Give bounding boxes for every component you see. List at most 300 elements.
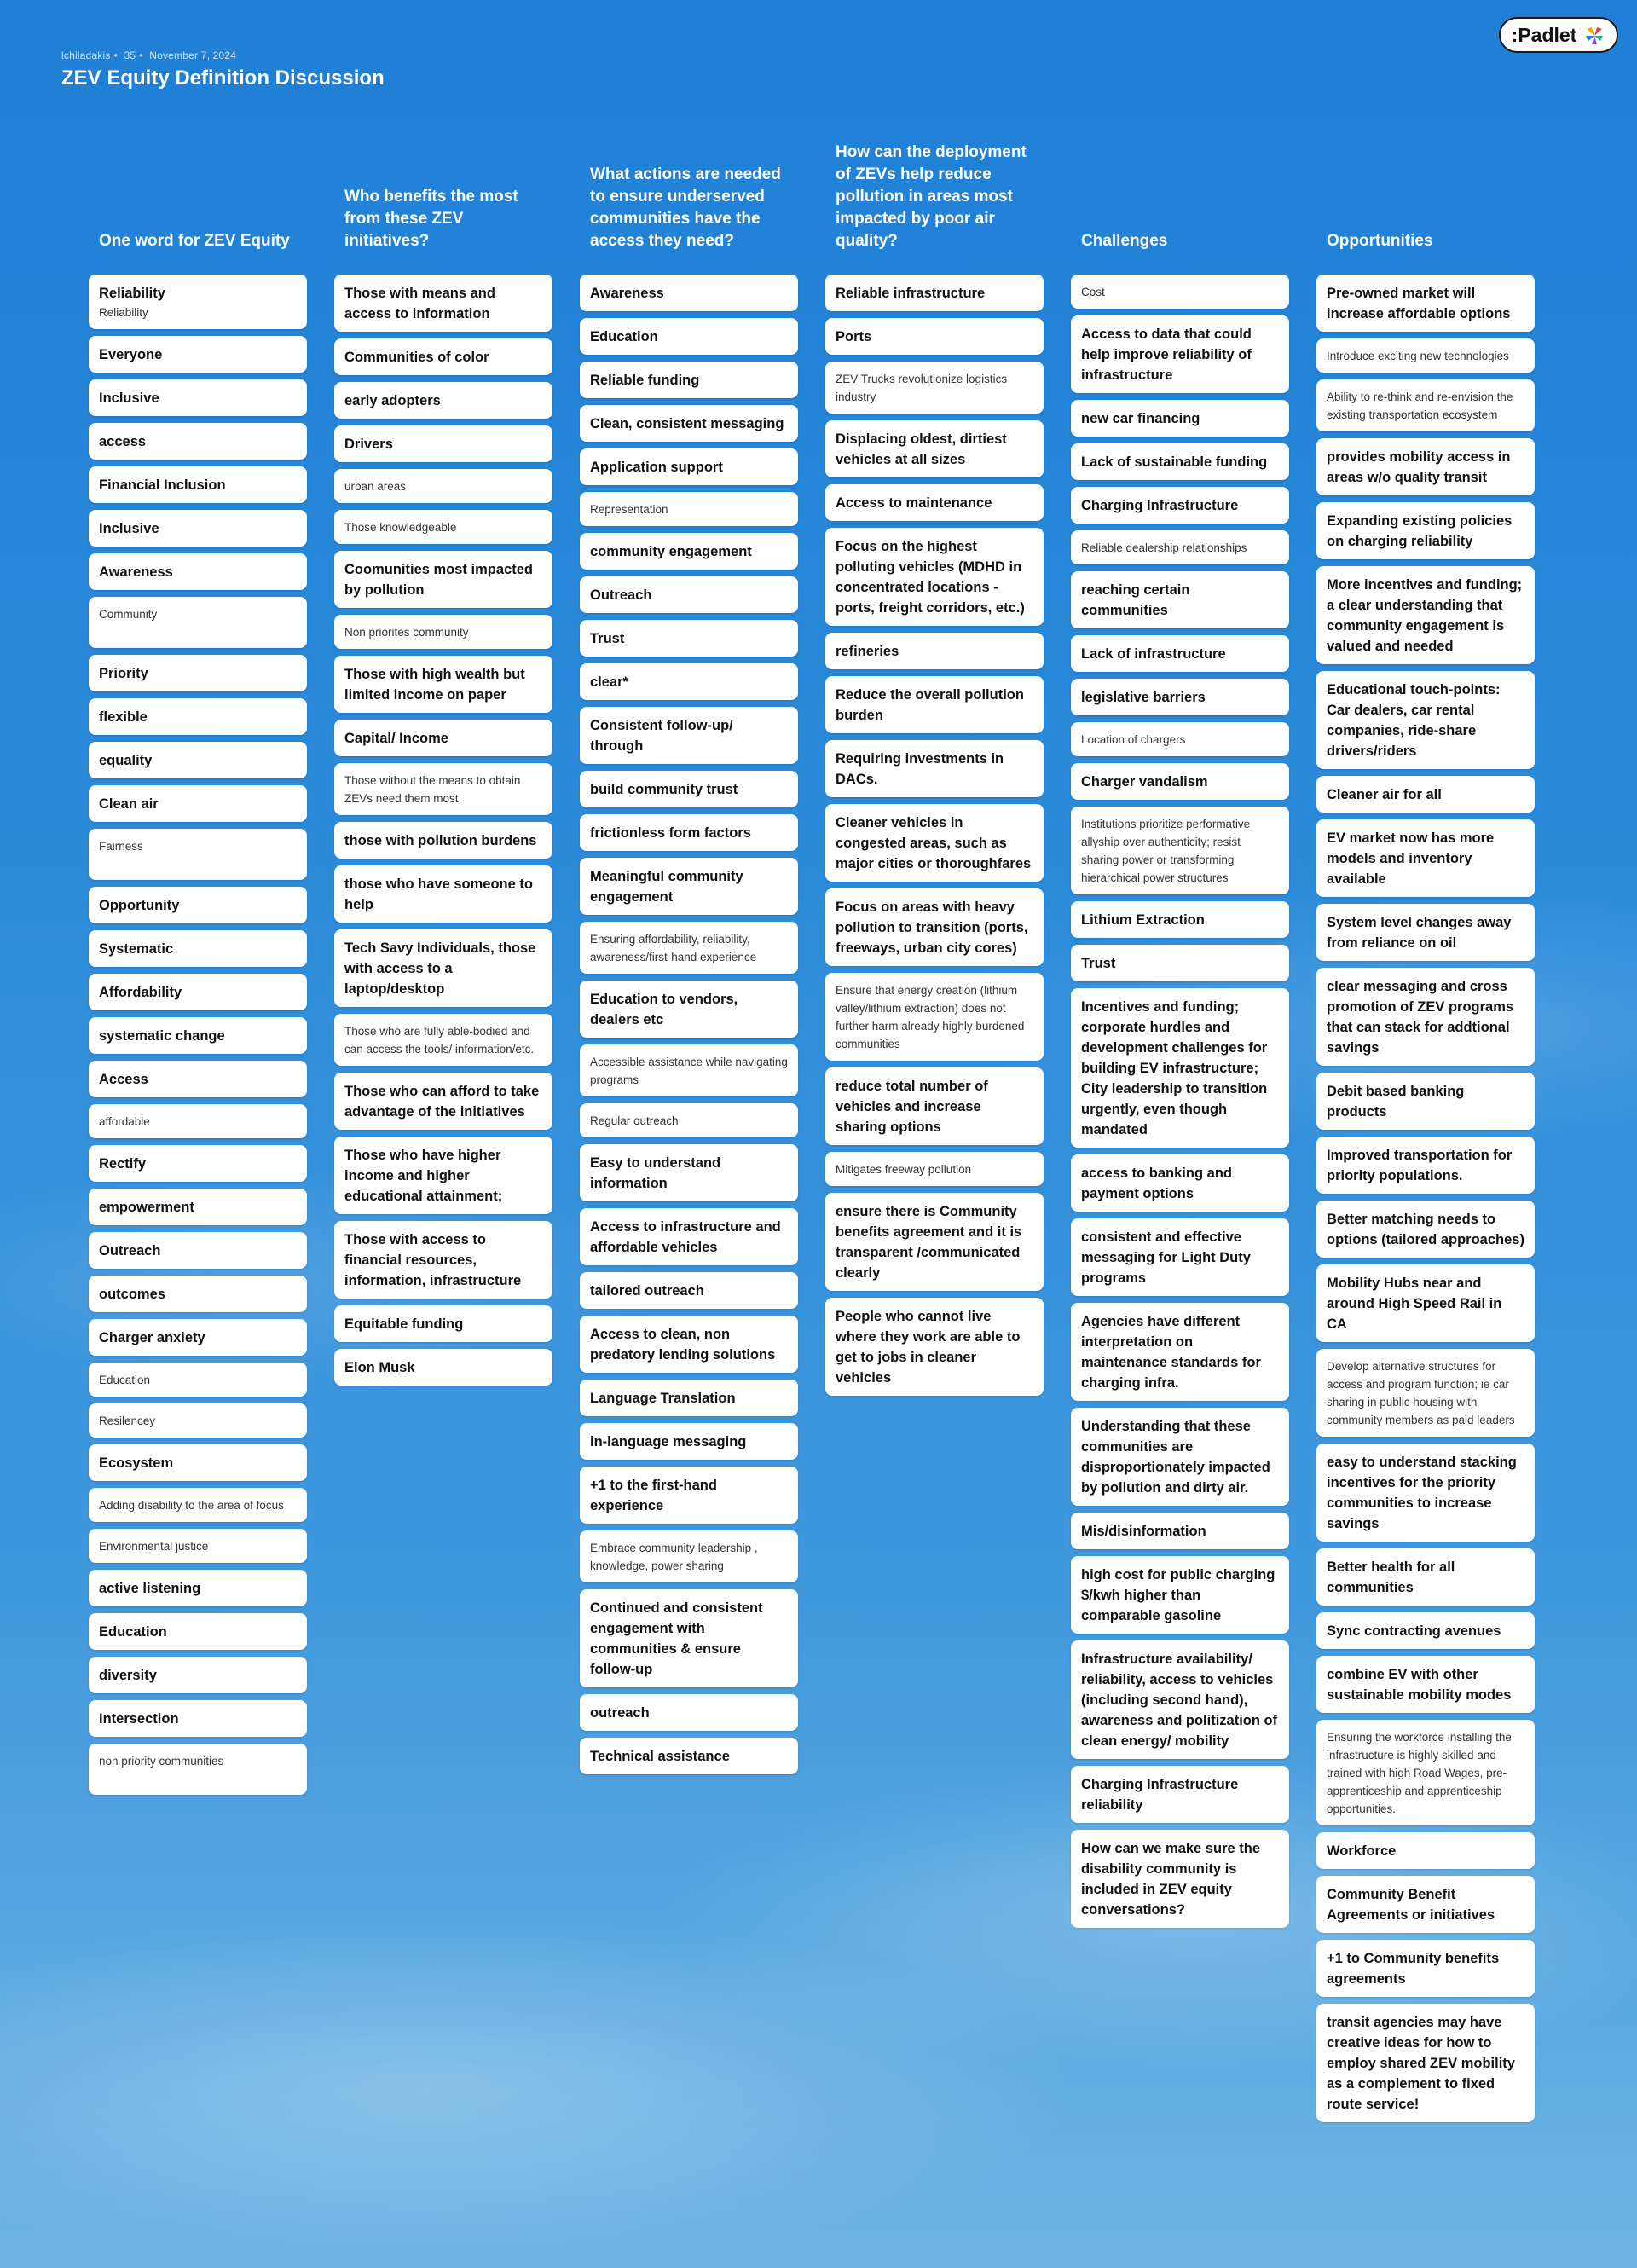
post-body: affordable: [99, 1115, 150, 1128]
post-card[interactable]: [334, 720, 552, 756]
padlet-logo[interactable]: [1499, 17, 1618, 53]
post-list: [334, 275, 552, 1386]
post-card[interactable]: [580, 405, 798, 442]
post-title: Improved transportation for priority populations.: [1327, 1148, 1513, 1183]
post-list: [825, 275, 1044, 1396]
post-card[interactable]: [1071, 1766, 1289, 1823]
post-card[interactable]: [580, 362, 798, 398]
post-title: Everyone: [99, 347, 163, 362]
post-body: Embrace community leadership , knowledge, power sharing: [590, 1542, 758, 1572]
post-body: Ensuring the workforce installing the infrastructure is highly skilled and trained with high Road Wages, pre-apprenticeship and apprenticeship opportunities.: [1327, 1731, 1512, 1815]
post-card[interactable]: [334, 865, 552, 923]
post-card[interactable]: [580, 318, 798, 355]
post-card[interactable]: [1071, 945, 1289, 981]
post-title: Charger vandalism: [1081, 774, 1208, 790]
post-card[interactable]: [825, 804, 1044, 882]
post-card[interactable]: [89, 974, 307, 1010]
post-card[interactable]: [580, 1144, 798, 1201]
post-title: ensure there is Community benefits agreement and it is transparent /communicated clearly: [836, 1204, 1022, 1281]
post-card[interactable]: [89, 1061, 307, 1097]
post-title: equality: [99, 753, 153, 768]
column-title-text: What actions are needed to ensure underserved communities have the access they need?: [590, 165, 781, 250]
post-title: Outreach: [99, 1243, 161, 1258]
post-card[interactable]: [1316, 1612, 1535, 1649]
post-card[interactable]: [334, 1221, 552, 1299]
post-title: Community Benefit Agreements or initiatives: [1327, 1887, 1495, 1923]
post-card[interactable]: [1071, 443, 1289, 480]
post-body: Location of chargers: [1081, 733, 1186, 746]
padlet-flower-icon: [1583, 24, 1605, 46]
post-card[interactable]: [580, 1467, 798, 1524]
post-title: tailored outreach: [590, 1283, 704, 1299]
post-title: Charging Infrastructure reliability: [1081, 1777, 1239, 1813]
column-title-text: Who benefits the most from these ZEV initiatives?: [344, 188, 518, 250]
post-title: Opportunity: [99, 898, 180, 913]
post-card[interactable]: [825, 275, 1044, 311]
column-title[interactable]: [1316, 128, 1535, 256]
post-body: Community: [99, 608, 158, 621]
post-card[interactable]: [1071, 807, 1289, 894]
post-card[interactable]: [89, 1276, 307, 1312]
board-date: November 7, 2024: [149, 49, 237, 61]
post-card[interactable]: [580, 1044, 798, 1096]
post-card[interactable]: [334, 763, 552, 815]
post-body: Those without the means to obtain ZEVs need them most: [344, 774, 521, 805]
post-title: Charger anxiety: [99, 1330, 205, 1345]
post-title: Educational touch-points: Car dealers, car rental companies, ride-share drivers/riders: [1327, 682, 1501, 759]
post-card[interactable]: [580, 275, 798, 311]
post-card[interactable]: [580, 922, 798, 974]
post-card[interactable]: [580, 814, 798, 851]
post-card[interactable]: [1071, 1830, 1289, 1928]
post-card[interactable]: [89, 423, 307, 460]
post-title: easy to understand stacking incentives for the priority communities to increase savings: [1327, 1455, 1517, 1531]
post-card[interactable]: [1316, 1073, 1535, 1130]
post-card[interactable]: [89, 1232, 307, 1269]
post-card[interactable]: [1316, 904, 1535, 961]
post-title: Easy to understand information: [590, 1155, 721, 1191]
post-title: empowerment: [99, 1200, 194, 1215]
post-title: Drivers: [344, 437, 393, 452]
column-title[interactable]: [89, 128, 307, 256]
post-title: access: [99, 434, 147, 449]
post-title: high cost for public charging $/kwh higher than comparable gasoline: [1081, 1567, 1275, 1623]
post-card[interactable]: [1071, 1556, 1289, 1634]
post-list: [89, 275, 307, 1795]
post-card[interactable]: [89, 1189, 307, 1225]
post-card[interactable]: [89, 1488, 307, 1522]
post-card[interactable]: [580, 1208, 798, 1265]
post-title: Lack of infrastructure: [1081, 646, 1226, 662]
post-card[interactable]: [1071, 722, 1289, 756]
post-card[interactable]: [1316, 438, 1535, 495]
post-body: Those who are fully able-bodied and can access the tools/ information/etc.: [344, 1025, 535, 1056]
post-body: Ensure that energy creation (lithium valley/lithium extraction) does not further harm already highly burdened communities: [836, 984, 1025, 1050]
post-title: Priority: [99, 666, 148, 681]
post-card[interactable]: [334, 275, 552, 332]
post-card[interactable]: [580, 1694, 798, 1731]
post-card[interactable]: [1071, 275, 1289, 309]
post-title: Better matching needs to options (tailored approaches): [1327, 1212, 1524, 1247]
post-card[interactable]: [334, 1305, 552, 1342]
post-title: Pre-owned market will increase affordable options: [1327, 286, 1511, 321]
post-title: build community trust: [590, 782, 738, 797]
post-title: Sync contracting avenues: [1327, 1623, 1501, 1639]
post-card[interactable]: [1071, 1408, 1289, 1506]
column-3: [580, 128, 798, 1781]
post-card[interactable]: [89, 1403, 307, 1438]
post-title: Awareness: [590, 286, 664, 301]
post-title: Ports: [836, 329, 872, 344]
post-card[interactable]: [89, 1613, 307, 1650]
post-title: those who have someone to help: [344, 877, 533, 912]
post-card[interactable]: [825, 528, 1044, 626]
post-card[interactable]: [89, 1570, 307, 1606]
post-title: Communities of color: [344, 350, 489, 365]
post-title: refineries: [836, 644, 899, 659]
post-title: Mobility Hubs near and around High Speed Rail in CA: [1327, 1276, 1502, 1332]
post-card[interactable]: [334, 425, 552, 462]
post-card[interactable]: [334, 1073, 552, 1130]
post-title: new car financing: [1081, 411, 1200, 426]
post-card[interactable]: [1316, 502, 1535, 559]
column-2: [334, 128, 552, 1392]
post-body: Introduce exciting new technologies: [1327, 350, 1509, 362]
post-card[interactable]: [1316, 2004, 1535, 2122]
post-list: [1316, 275, 1535, 2122]
post-card[interactable]: [1316, 1720, 1535, 1825]
column-title[interactable]: [825, 128, 1044, 256]
post-title: Cleaner air for all: [1327, 787, 1442, 802]
post-card[interactable]: [1316, 1264, 1535, 1342]
post-card[interactable]: [1071, 1640, 1289, 1759]
post-title: Reliability: [99, 286, 165, 301]
post-title: Those with access to financial resources, information, infrastructure: [344, 1232, 522, 1288]
post-title: Clean, consistent messaging: [590, 416, 784, 431]
post-title: Lithium Extraction: [1081, 912, 1205, 928]
post-card[interactable]: [580, 492, 798, 526]
post-card[interactable]: [580, 1316, 798, 1373]
post-card[interactable]: [825, 973, 1044, 1061]
post-title: Capital/ Income: [344, 731, 448, 746]
post-card[interactable]: [1071, 1154, 1289, 1212]
post-title: outreach: [590, 1705, 650, 1721]
post-card[interactable]: [334, 1137, 552, 1214]
post-card[interactable]: [89, 336, 307, 373]
post-title: Intersection: [99, 1711, 179, 1727]
post-body: urban areas: [344, 480, 407, 493]
post-title: early adopters: [344, 393, 441, 408]
post-card[interactable]: [89, 887, 307, 923]
post-card[interactable]: [1316, 671, 1535, 769]
post-card[interactable]: [1071, 679, 1289, 715]
post-card[interactable]: [89, 785, 307, 822]
post-card[interactable]: [1316, 338, 1535, 373]
post-title: Tech Savy Individuals, those with access to a laptop/desktop: [344, 940, 536, 997]
post-title: Awareness: [99, 564, 173, 580]
post-card[interactable]: [89, 1657, 307, 1693]
post-body: ZEV Trucks revolutionize logistics industry: [836, 373, 1008, 403]
post-title: Workforce: [1327, 1843, 1397, 1859]
post-title: Requiring investments in DACs.: [836, 751, 1004, 787]
post-card[interactable]: [1316, 776, 1535, 813]
board-title: ZEV Equity Definition Discussion: [61, 67, 385, 90]
post-title: Incentives and funding; corporate hurdles and development challenges for building EV infrastructure; City leadership to transition urgently, even though mandated: [1081, 999, 1268, 1137]
post-body: Non priorites community: [344, 626, 469, 639]
post-title: community engagement: [590, 544, 752, 559]
post-title: Coomunities most impacted by pollution: [344, 562, 533, 598]
post-body: Ability to re-think and re-envision the existing transportation ecosystem: [1327, 391, 1513, 421]
post-card[interactable]: [89, 1700, 307, 1737]
post-card[interactable]: [580, 1272, 798, 1309]
post-card[interactable]: [89, 742, 307, 778]
post-body: Cost: [1081, 286, 1105, 298]
post-title: Outreach: [590, 587, 652, 603]
post-card[interactable]: [580, 1530, 798, 1582]
post-title: Clean air: [99, 796, 159, 812]
post-card[interactable]: [89, 379, 307, 416]
post-card[interactable]: [334, 469, 552, 503]
column-title[interactable]: [580, 128, 798, 256]
post-body: Reliability: [99, 306, 148, 319]
post-card[interactable]: [580, 576, 798, 613]
post-card[interactable]: [580, 448, 798, 485]
post-title: Expanding existing policies on charging reliability: [1327, 513, 1513, 549]
post-title: +1 to Community benefits agreements: [1327, 1951, 1500, 1987]
post-title: clear*: [590, 674, 628, 690]
post-title: transit agencies may have creative ideas for how to employ shared ZEV mobility as a complement to fixed route service!: [1327, 2015, 1515, 2112]
post-body: Ensuring affordability, reliability, awareness/first-hand experience: [590, 933, 757, 963]
post-card[interactable]: [1071, 763, 1289, 800]
post-card[interactable]: [580, 1103, 798, 1137]
post-card[interactable]: [1316, 1832, 1535, 1869]
post-card[interactable]: [580, 981, 798, 1038]
post-card[interactable]: [334, 656, 552, 713]
post-body: Environmental justice: [99, 1540, 209, 1553]
post-card[interactable]: [89, 510, 307, 547]
post-title: Ecosystem: [99, 1455, 174, 1471]
post-card[interactable]: [1316, 1548, 1535, 1606]
post-body: Adding disability to the area of focus: [99, 1499, 284, 1512]
post-card[interactable]: [1071, 1218, 1289, 1296]
post-body: Education: [99, 1374, 151, 1386]
post-card[interactable]: [580, 858, 798, 915]
post-title: Agencies have different interpretation on maintenance standards for charging infra.: [1081, 1314, 1261, 1391]
post-card[interactable]: [1316, 1349, 1535, 1437]
post-card[interactable]: [89, 1744, 307, 1795]
post-title: Charging Infrastructure: [1081, 498, 1239, 513]
post-card[interactable]: [89, 597, 307, 648]
post-body: Institutions prioritize performative allyship over authenticity; resist sharing power or transforming hierarchical power structures: [1081, 818, 1251, 884]
column-title[interactable]: [1071, 128, 1289, 256]
column-1: [89, 128, 307, 1802]
post-card[interactable]: [825, 420, 1044, 477]
post-title: Technical assistance: [590, 1749, 730, 1764]
post-title: Focus on areas with heavy pollution to transition (ports, freeways, urban city cores): [836, 900, 1028, 956]
post-title: Reduce the overall pollution burden: [836, 687, 1024, 723]
post-title: Infrastructure availability/ reliability, access to vehicles (including second hand), awareness and politization of clean energy/ mobility: [1081, 1652, 1278, 1749]
post-card[interactable]: [825, 1152, 1044, 1186]
post-card[interactable]: [1316, 1656, 1535, 1713]
post-title: +1 to the first-hand experience: [590, 1478, 717, 1513]
post-card[interactable]: [825, 1298, 1044, 1396]
post-title: Affordability: [99, 985, 182, 1000]
post-card[interactable]: [825, 1067, 1044, 1145]
post-card[interactable]: [334, 1014, 552, 1066]
post-card[interactable]: [1316, 1876, 1535, 1933]
post-card[interactable]: [334, 615, 552, 649]
post-card[interactable]: [89, 1529, 307, 1563]
post-card[interactable]: [89, 1444, 307, 1481]
post-title: Systematic: [99, 941, 174, 957]
post-card[interactable]: [334, 510, 552, 544]
post-card[interactable]: [1316, 819, 1535, 897]
post-title: Those who have higher income and higher educational attainment;: [344, 1148, 503, 1204]
post-title: Inclusive: [99, 391, 159, 406]
post-title: reduce total number of vehicles and increase sharing options: [836, 1079, 988, 1135]
post-card[interactable]: [1071, 1513, 1289, 1549]
post-card[interactable]: [89, 553, 307, 590]
post-body: Fairness: [99, 840, 143, 853]
post-title: Financial Inclusion: [99, 477, 226, 493]
post-title: Access to clean, non predatory lending solutions: [590, 1327, 776, 1363]
post-card[interactable]: [334, 551, 552, 608]
post-title: Access to data that could help improve reliability of infrastructure: [1081, 327, 1252, 383]
post-card[interactable]: [1071, 988, 1289, 1148]
post-card[interactable]: [334, 822, 552, 859]
post-card[interactable]: [825, 740, 1044, 797]
post-title: combine EV with other sustainable mobility modes: [1327, 1667, 1512, 1703]
post-card[interactable]: [89, 698, 307, 735]
post-title: Those who can afford to take advantage of the initiatives: [344, 1084, 540, 1120]
post-card[interactable]: [89, 829, 307, 880]
post-title: clear messaging and cross promotion of ZEV programs that can stack for addtional savings: [1327, 979, 1514, 1056]
post-card[interactable]: [580, 707, 798, 764]
post-card[interactable]: [1316, 379, 1535, 431]
post-body: Resilencey: [99, 1415, 156, 1427]
post-card[interactable]: [1316, 1940, 1535, 1997]
post-card[interactable]: [89, 466, 307, 503]
post-card[interactable]: [89, 655, 307, 691]
post-title: frictionless form factors: [590, 825, 751, 841]
post-card[interactable]: [89, 1319, 307, 1356]
post-card[interactable]: [89, 1363, 307, 1397]
post-body: Accessible assistance while navigating programs: [590, 1056, 788, 1086]
post-title: System level changes away from reliance on oil: [1327, 915, 1512, 951]
post-card[interactable]: [825, 633, 1044, 669]
post-card[interactable]: [1071, 400, 1289, 437]
post-card[interactable]: [1071, 487, 1289, 524]
post-title: those with pollution burdens: [344, 833, 537, 848]
post-title: Trust: [1081, 956, 1116, 971]
post-card[interactable]: [825, 1193, 1044, 1291]
post-card[interactable]: [334, 338, 552, 375]
padlet-logo-text: :Padlet: [1511, 23, 1577, 46]
post-title: Consistent follow-up/ through: [590, 718, 733, 754]
post-card[interactable]: [89, 1017, 307, 1054]
post-title: Trust: [590, 631, 625, 646]
post-card[interactable]: [580, 533, 798, 570]
post-title: Focus on the highest polluting vehicles (MDHD in concentrated locations - ports, freight corridors, etc.): [836, 539, 1025, 616]
post-list: [580, 275, 798, 1774]
post-title: Cleaner vehicles in congested areas, such as major cities or thoroughfares: [836, 815, 1032, 871]
post-card[interactable]: [825, 888, 1044, 966]
post-body: Mitigates freeway pollution: [836, 1163, 972, 1176]
post-card[interactable]: [334, 382, 552, 419]
author-name[interactable]: lchiladakis: [61, 49, 111, 61]
column-title-text: How can the deployment of ZEVs help reduce pollution in areas most impacted by poor air quality?: [836, 143, 1027, 250]
post-card[interactable]: [89, 930, 307, 967]
post-count: 35: [124, 49, 136, 61]
column-6: [1316, 128, 1535, 2129]
post-title: More incentives and funding; a clear understanding that community engagement is valued and needed: [1327, 577, 1523, 654]
post-card[interactable]: [1071, 901, 1289, 938]
post-title: Those with high wealth but limited income on paper: [344, 667, 525, 703]
post-title: diversity: [99, 1668, 157, 1683]
post-title: Access to infrastructure and affordable vehicles: [590, 1219, 781, 1255]
post-card[interactable]: [825, 676, 1044, 733]
post-card[interactable]: [1316, 275, 1535, 332]
post-card[interactable]: [1071, 315, 1289, 393]
post-title: Lack of sustainable funding: [1081, 454, 1268, 470]
post-title: in-language messaging: [590, 1434, 747, 1449]
post-card[interactable]: [1316, 1444, 1535, 1542]
post-card[interactable]: [1316, 1201, 1535, 1258]
post-card[interactable]: [89, 1145, 307, 1182]
post-card[interactable]: [1071, 635, 1289, 672]
post-card[interactable]: [334, 1349, 552, 1386]
post-title: Rectify: [99, 1156, 147, 1172]
post-card[interactable]: [580, 771, 798, 807]
post-card[interactable]: [825, 318, 1044, 355]
post-card[interactable]: [89, 275, 307, 329]
post-list: [1071, 275, 1289, 1928]
post-title: reaching certain communities: [1081, 582, 1190, 618]
post-title: EV market now has more models and inventory available: [1327, 830, 1495, 887]
post-card[interactable]: [580, 663, 798, 700]
post-card[interactable]: [1316, 968, 1535, 1066]
post-title: Reliable infrastructure: [836, 286, 986, 301]
post-title: How can we make sure the disability community is included in ZEV equity conversations?: [1081, 1841, 1260, 1918]
post-card[interactable]: [1071, 530, 1289, 564]
post-body: non priority communities: [99, 1755, 224, 1768]
column-title[interactable]: [334, 128, 552, 256]
column-4: [825, 128, 1044, 1403]
post-card[interactable]: [580, 1589, 798, 1687]
board-header: [61, 49, 385, 90]
post-card[interactable]: [334, 929, 552, 1007]
post-card[interactable]: [1316, 1137, 1535, 1194]
post-card[interactable]: [89, 1104, 307, 1138]
post-card[interactable]: [580, 1380, 798, 1416]
post-body: Representation: [590, 503, 668, 516]
post-title: Application support: [590, 460, 723, 475]
post-card[interactable]: [580, 1423, 798, 1460]
post-card[interactable]: [825, 484, 1044, 521]
post-title: flexible: [99, 709, 148, 725]
post-card[interactable]: [1316, 566, 1535, 664]
post-card[interactable]: [1071, 571, 1289, 628]
post-card[interactable]: [580, 620, 798, 657]
post-card[interactable]: [580, 1738, 798, 1774]
column-5: [1071, 128, 1289, 1935]
board-meta: lchiladakis • 35 • November 7, 2024: [61, 49, 237, 61]
post-title: Education to vendors, dealers etc: [590, 992, 738, 1027]
post-card[interactable]: [1071, 1303, 1289, 1401]
post-title: legislative barriers: [1081, 690, 1206, 705]
post-title: Language Translation: [590, 1391, 736, 1406]
post-card[interactable]: [825, 362, 1044, 414]
